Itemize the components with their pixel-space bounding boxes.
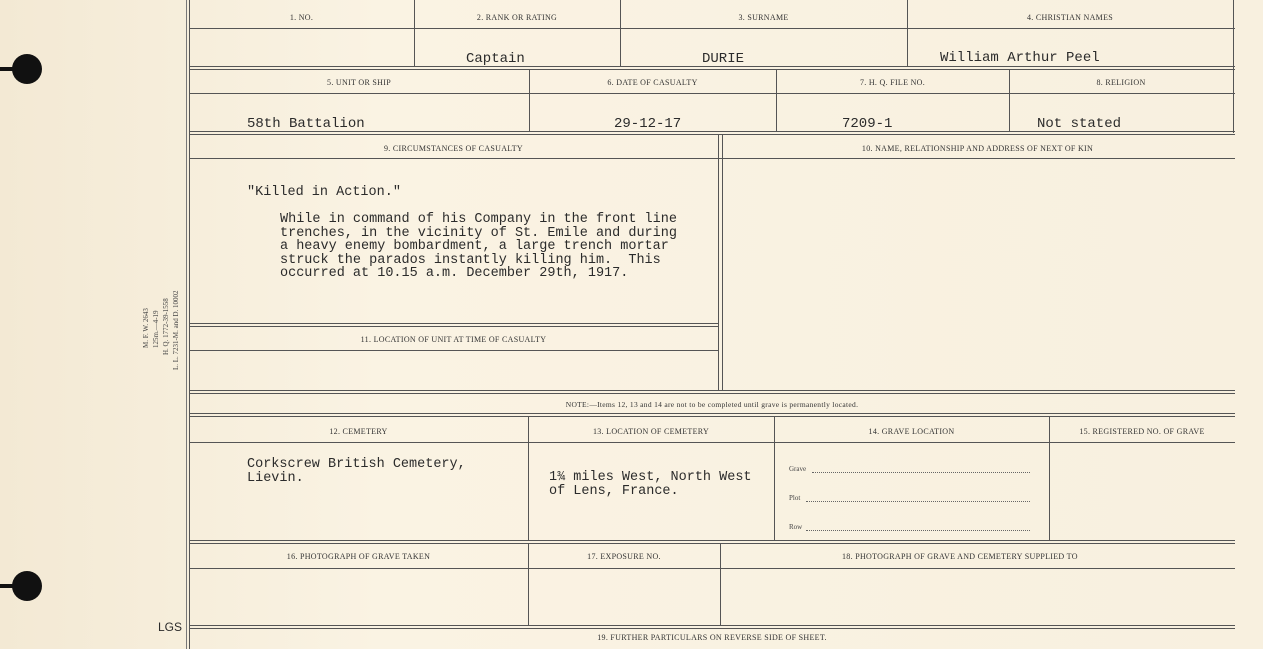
note-text: NOTE:—Items 12, 13 and 14 are not to be completed until grave is permanently located. [565,400,859,409]
rank-value: Captain [466,51,525,67]
print-mark-4: L. L. 7231-M. and D. 10002 [172,290,180,370]
header-unit: 5. UNIT OR SHIP [327,78,391,87]
rule [189,413,1235,414]
header-date: 6. DATE OF CASUALTY [607,78,698,87]
rule [718,134,719,390]
rule [722,134,723,390]
rule [189,326,718,327]
footer-further-particulars: 19. FURTHER PARTICULARS ON REVERSE SIDE OF SHEET. [597,633,827,642]
header-next-of-kin: 10. NAME, RELATIONSHIP AND ADDRESS OF NEXT OF KIN [861,144,1094,153]
rule [414,0,415,66]
rule [189,442,1235,443]
header-grave-location: 14. GRAVE LOCATION [868,427,955,436]
circumstances-heading: "Killed in Action." [247,185,401,200]
cemetery-value: Corkscrew British Cemetery, Lievin. [247,457,466,486]
date-value: 29-12-17 [614,116,682,132]
print-mark-1: M. F. W. 2643 [142,308,150,348]
rule [189,28,1235,29]
rule [189,323,718,324]
rule [189,628,1235,629]
row-label: Row [789,523,803,531]
row-dotline [806,529,1030,531]
initials-lgs: LGS [158,620,183,634]
rule [189,568,1235,569]
left-border [186,0,187,649]
header-number: 1. NO. [289,13,314,22]
rule [189,625,1235,626]
rule [189,134,1235,135]
cemetery-location-value: 1¾ miles West, North West of Lens, France. [549,470,752,499]
plot-dotline [806,500,1030,502]
unit-value: 58th Battalion [247,116,365,132]
rule [907,0,908,66]
print-mark-2: 125m.—4-19 [152,310,160,348]
rule [620,0,621,66]
punch-hole-bottom [12,571,42,601]
rule [189,540,1235,541]
header-religion: 8. RELIGION [1096,78,1146,87]
header-photo-supplied: 18. PHOTOGRAPH OF GRAVE AND CEMETERY SUPPLIED TO [842,552,1078,561]
rule [1233,0,1234,133]
plot-label: Plot [789,494,801,502]
rule [189,416,1235,417]
header-exposure-no: 17. EXPOSURE NO. [587,552,661,561]
header-rank: 2. RANK OR RATING [476,13,558,22]
religion-value: Not stated [1037,116,1122,132]
rule [189,93,1235,94]
header-christian-names: 4. CHRISTIAN NAMES [1026,13,1114,22]
punch-hole-top [12,54,42,84]
header-photo-taken: 16. PHOTOGRAPH OF GRAVE TAKEN [286,552,431,561]
header-surname: 3. SURNAME [738,13,789,22]
rule [189,69,1235,70]
header-circumstances: 9. CIRCUMSTANCES OF CASUALTY [383,144,524,153]
surname-value: DURIE [702,51,745,67]
grave-dotline [812,471,1030,473]
rule [189,543,1235,544]
header-unit-location: 11. LOCATION OF UNIT AT TIME OF CASUALTY [360,335,547,344]
rule [189,393,1235,394]
header-cemetery: 12. CEMETERY [329,427,388,436]
file-no-value: 7209-1 [842,116,893,132]
rule [189,390,1235,391]
circumstances-text: While in command of his Company in the front line trenches, in the vicinity of St. Emile and during a heavy enemy bombardment, a large trench mortar struck the parados instantly killing him. This occurred at 10.15 a.m. December 29th, 1917. [280,212,677,281]
print-mark-3: H. Q. 1772-39-1558 [162,298,170,355]
header-file-no: 7. H. Q. FILE NO. [859,78,926,87]
rule [189,350,718,351]
christian-names-value: William Arthur Peel [940,50,1100,66]
grave-label: Grave [789,465,807,473]
header-registered-no: 15. REGISTERED NO. OF GRAVE [1079,427,1205,436]
header-cemetery-location: 13. LOCATION OF CEMETERY [592,427,710,436]
rule [189,158,1235,159]
